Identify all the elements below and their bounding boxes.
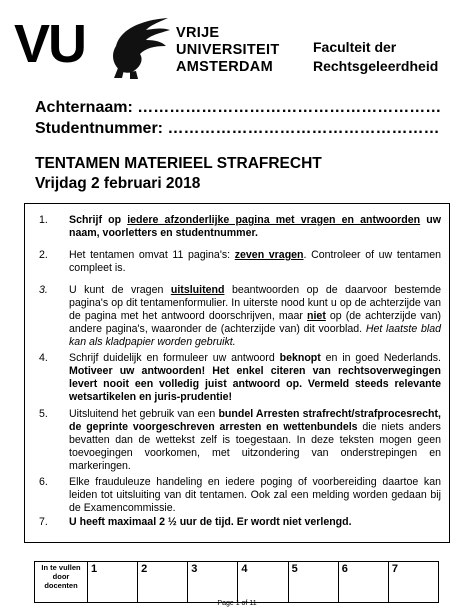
griffin-icon	[110, 16, 172, 80]
instruction-text: U kunt de vragen uitsluitend beantwoorden op de daarvoor bestemde pagina's op dit tentamenformulier. In uiterste nood kunt u op de achterzijde van de pagina met het antwoord doorschrijven, maar niet op (de achterzijde van) andere pagina's, waaronder de (achterzijde van) dit voorblad. Het laatste blad kan als kladpapier worden gebruikt.	[69, 284, 442, 348]
instruction-number: 3.	[39, 284, 48, 296]
university-name: VRIJE UNIVERSITEIT AMSTERDAM	[176, 25, 280, 75]
faculty-name: Faculteit der Rechtsgeleerdheid	[313, 39, 439, 74]
surname-field[interactable]: Achternaam: …………………………………………………	[35, 99, 442, 116]
student-number-field[interactable]: Studentnummer: ……………………………………………	[35, 120, 440, 137]
exam-date: Vrijdag 2 februari 2018	[35, 175, 201, 192]
instruction-text: Het tentamen omvat 11 pagina's: zeven vragen. Controleer of uw tentamen compleet is.	[69, 249, 441, 274]
instruction-text: U heeft maximaal 2 ½ uur de tijd. Er wordt niet verlengd.	[69, 516, 352, 528]
grading-label: In te vullen door docenten	[35, 562, 88, 603]
page-header	[0, 0, 474, 92]
instruction-text: Schrijf op iedere afzonderlijke pagina met vragen en antwoorden uw naam, voorletters en studentnummer.	[69, 214, 442, 239]
instruction-number: 4.	[39, 352, 48, 364]
grade-cell: 3	[188, 562, 238, 603]
grade-cell: 6	[338, 562, 388, 603]
vu-logo-mark: VU	[14, 14, 86, 74]
instruction-text: Elke frauduleuze handeling en iedere poging of voorbereiding daartoe kan leiden tot uitsluiting van dit tentamen. Ook zal een melding worden gedaan bij de Examencommissie.	[69, 476, 441, 514]
grade-cell: 1	[88, 562, 138, 603]
instruction-number: 6.	[39, 476, 48, 488]
page-footer: Page 1 of 11	[217, 600, 257, 607]
instruction-text: Schrijf duidelijk en formuleer uw antwoord beknopt en in goed Nederlands. Motiveer uw antwoorden! Het enkel citeren van rechtsoverwegingen levert nooit een volledig juist antwoord op. Vermeld steeds relevante wetsartikelen en juris-prudentie!	[69, 352, 441, 403]
instruction-number: 1.	[39, 214, 48, 226]
grade-cell: 7	[388, 562, 438, 603]
instruction-number: 7.	[39, 516, 48, 528]
instruction-number: 5.	[39, 408, 48, 420]
instructions-box	[24, 203, 450, 543]
grade-cell: 2	[138, 562, 188, 603]
grade-cell: 5	[288, 562, 338, 603]
grade-cell: 4	[238, 562, 288, 603]
instruction-number: 2.	[39, 249, 48, 261]
exam-title: TENTAMEN MATERIEEL STRAFRECHT	[35, 155, 322, 172]
grading-table	[34, 561, 439, 603]
instruction-text: Uitsluitend het gebruik van een bundel Arresten strafrecht/strafprocesrecht, de geprinte voorgeschreven arresten en wettenbundels die niets anders bevatten dan de wettekst zelf is toegestaan. In deze teksten mogen geen toevoegingen voorkomen, met uitzondering van onderstrepingen en markeringen.	[69, 408, 441, 472]
